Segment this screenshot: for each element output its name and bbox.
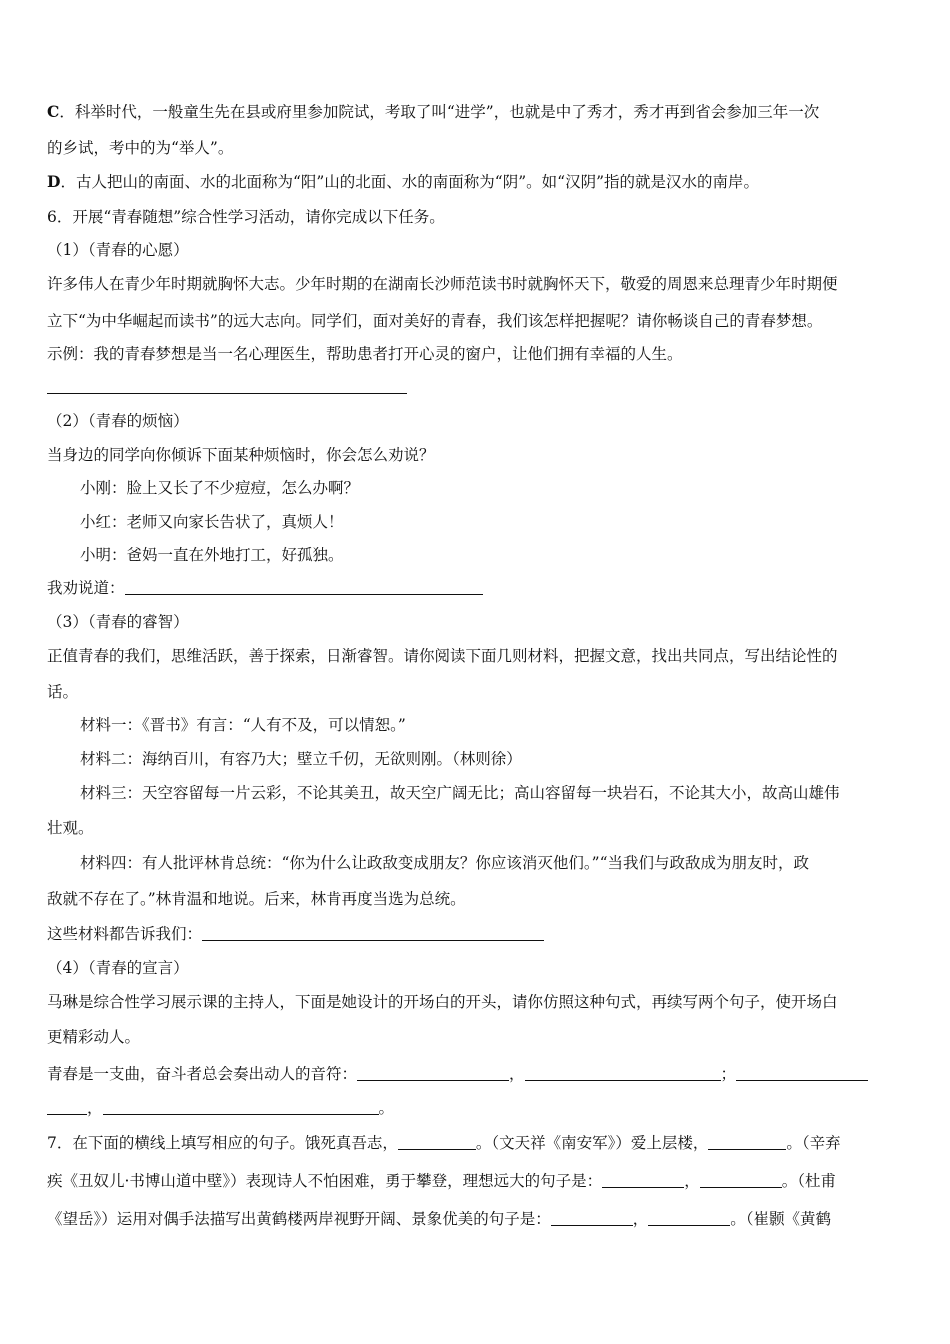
q7-line3-comma: ， — [632, 1210, 649, 1228]
q7-line3-text-c: 。（崔颢《黄鹤 — [730, 1210, 832, 1228]
q7-line1 — [47, 1133, 841, 1153]
q6-part4-comma-1: ， — [509, 1065, 525, 1083]
q6-part2-item-xiaohong: 小红：老师又向家长告状了，真烦人！ — [80, 513, 344, 531]
q6-part3-answer-blank[interactable] — [202, 924, 544, 941]
q6-part4-label: （4）（青春的宣言） — [47, 959, 189, 977]
q6-part3-line2: 话。 — [47, 683, 79, 701]
q6-part4-period: 。 — [378, 1099, 395, 1117]
q5-option-c-line1 — [47, 102, 819, 122]
q6-part4-blank-1[interactable] — [357, 1064, 509, 1081]
q6-part2-intro: 当身边的同学向你倾诉下面某种烦恼时，你会怎么劝说？ — [47, 446, 435, 464]
q6-part4-line2: 更精彩动人。 — [47, 1028, 141, 1046]
q7-line3 — [47, 1209, 831, 1229]
q6-part1-label: （1）（青春的心愿） — [47, 241, 189, 259]
q6-part4-blank-2[interactable] — [525, 1064, 721, 1081]
q7-line1-text-b: 。（文天祥《南安军》）爱上层楼， — [475, 1134, 709, 1152]
q5-option-d-label: D — [47, 172, 61, 191]
q5-option-d-line1 — [47, 172, 759, 192]
q6-part3-answer — [47, 924, 544, 944]
q7-line1-text-a: 7．在下面的横线上填写相应的句子。饿死真吾志， — [47, 1134, 398, 1152]
q6-part2-answer-prefix: 我劝说道： — [47, 579, 125, 597]
q7-blank-3[interactable] — [602, 1171, 684, 1188]
q6-part2-item-xiaoming: 小明：爸妈一直在外地打工，好孤独。 — [80, 546, 344, 564]
q7-blank-5[interactable] — [551, 1209, 633, 1226]
q6-part4-comma-2: ， — [87, 1099, 103, 1117]
q6-part2-label: （2）（青春的烦恼） — [47, 412, 189, 430]
q6-part1-line1: 许多伟人在青少年时期就胸怀大志。少年时期的在湖南长沙师范读书时就胸怀天下，敬爱的周恩来总理青少年时期便 — [47, 275, 838, 293]
q6-part4-prefix: 青春是一支曲，奋斗者总会奏出动人的音符： — [47, 1065, 358, 1083]
q6-part1-example: 示例：我的青春梦想是当一名心理医生，帮助患者打开心灵的窗户，让他们拥有幸福的人生。 — [47, 345, 683, 363]
q7-blank-6[interactable] — [648, 1209, 730, 1226]
q7-line1-text-c: 。（辛弃 — [786, 1134, 841, 1152]
q6-part3-line1: 正值青春的我们，思维活跃，善于探索，日渐睿智。请你阅读下面几则材料，把握文意，找出共同点，写出结论性的 — [47, 647, 838, 665]
q7-line2-text-c: 。（杜甫 — [781, 1172, 836, 1190]
q6-material-4-line1: 材料四：有人批评林肯总统：“你为什么让政敌变成朋友？你应该消灭他们。”“当我们与政敌成为朋友时，政 — [80, 854, 810, 872]
q6-part4-blank-3-cont[interactable] — [47, 1098, 87, 1115]
q6-part4-blank-3[interactable] — [736, 1064, 868, 1081]
q6-part2-answer — [47, 578, 483, 598]
q5-option-c-line2: 的乡试，考中的为“举人”。 — [47, 139, 234, 157]
q7-line2-text-a: 疾《丑奴儿·书博山道中壁》）表现诗人不怕困难，勇于攀登，理想远大的句子是： — [47, 1172, 603, 1190]
q7-line2-comma: ， — [684, 1172, 700, 1190]
q6-material-3-line2: 壮观。 — [47, 819, 94, 837]
q6-part4-blank-4[interactable] — [103, 1098, 379, 1115]
q7-blank-2[interactable] — [708, 1133, 786, 1150]
q5-option-c-label: C — [47, 102, 60, 121]
q6-part4-semicolon: ； — [720, 1065, 737, 1083]
q6-part4-line3 — [47, 1064, 868, 1084]
q6-part1-answer-line[interactable] — [47, 393, 407, 394]
q6-material-4-line2: 敌就不存在了。”林肯温和地说。后来，林肯再度当选为总统。 — [47, 890, 466, 908]
q6-part2-item-xiaogang: 小刚：脸上又长了不少痘痘，怎么办啊？ — [80, 479, 360, 497]
q6-material-2: 材料二：海纳百川，有容乃大；壁立千仞，无欲则刚。（林则徐） — [80, 750, 522, 768]
q6-part4-line1: 马琳是综合性学习展示课的主持人，下面是她设计的开场白的开头，请你仿照这种句式，再续写两个句子，使开场白 — [47, 993, 838, 1011]
q6-title: 6．开展“青春随想”综合性学习活动，请你完成以下任务。 — [47, 208, 445, 226]
q7-blank-4[interactable] — [700, 1171, 782, 1188]
q5-option-d-text: ．古人把山的南面、水的北面称为“阳”山的北面、水的南面称为“阴”。如“汉阴”指的就是汉水的南岸。 — [60, 173, 760, 191]
q6-material-3-line1: 材料三：天空容留每一片云彩，不论其美丑，故天空广阔无比；高山容留每一块岩石，不论其大小，故高山雄伟 — [80, 784, 840, 802]
q5-option-c-text: ．科举时代，一般童生先在县或府里参加院试，考取了叫“进学”，也就是中了秀才，秀才再到省会参加三年一次 — [59, 103, 820, 121]
q6-part2-answer-blank[interactable] — [125, 578, 483, 595]
q6-part1-line2: 立下“为中华崛起而读书”的远大志向。同学们，面对美好的青春，我们该怎样把握呢？请你畅谈自己的青春梦想。 — [47, 312, 823, 330]
q6-part3-label: （3）（青春的睿智） — [47, 613, 189, 631]
q7-line2 — [47, 1171, 836, 1191]
q6-part3-answer-prefix: 这些材料都告诉我们： — [47, 925, 203, 943]
q6-material-1: 材料一：《晋书》有言：“人有不及，可以情恕。” — [80, 716, 406, 734]
q6-part4-line4 — [47, 1098, 394, 1118]
q7-blank-1[interactable] — [398, 1133, 476, 1150]
q7-line3-text-a: 《望岳》）运用对偶手法描写出黄鹤楼两岸视野开阔、景象优美的句子是： — [47, 1210, 551, 1228]
